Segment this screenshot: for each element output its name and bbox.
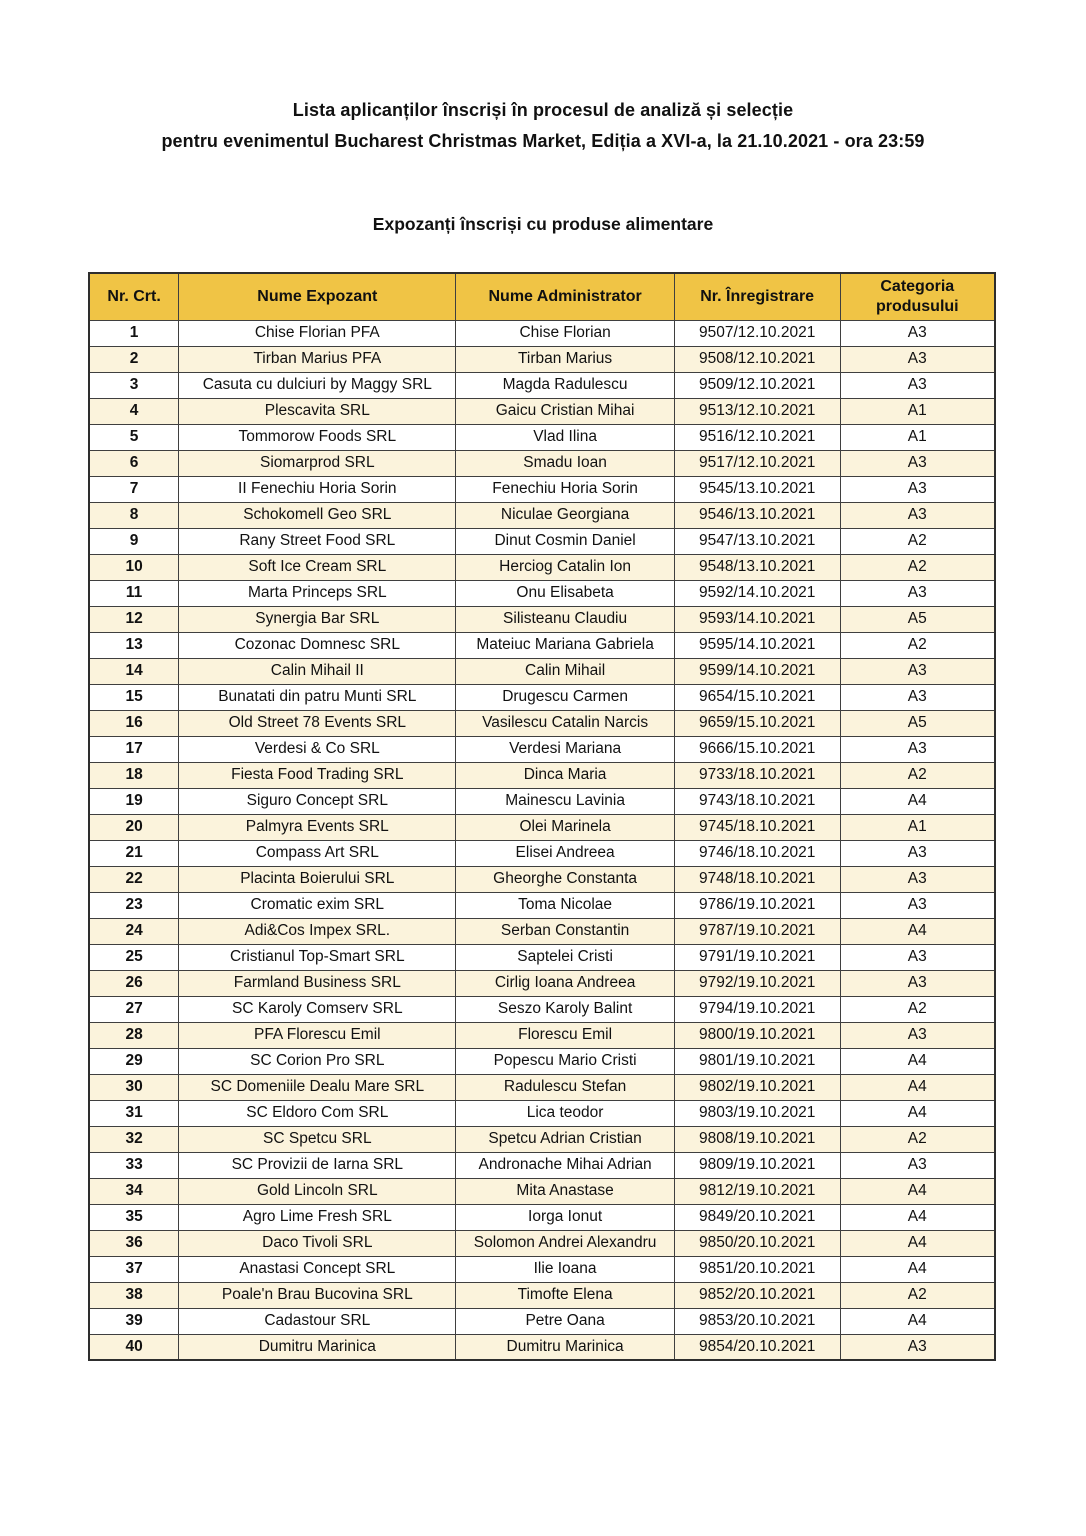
table-cell-col5: A4	[840, 1074, 995, 1100]
table-cell-col3: Silisteanu Claudiu	[456, 606, 674, 632]
table-cell-col5: A4	[840, 1204, 995, 1230]
table-cell-col3: Mainescu Lavinia	[456, 788, 674, 814]
table-cell-col2: SC Corion Pro SRL	[179, 1048, 456, 1074]
table-cell-col3: Magda Radulescu	[456, 372, 674, 398]
table-cell-col5: A3	[840, 450, 995, 476]
table-cell-col4: 9733/18.10.2021	[674, 762, 840, 788]
table-cell-col3: Lica teodor	[456, 1100, 674, 1126]
table-row	[89, 398, 995, 424]
table-row	[89, 372, 995, 398]
table-cell-col4: 9595/14.10.2021	[674, 632, 840, 658]
document-title	[0, 95, 1086, 157]
table-cell-col2: Compass Art SRL	[179, 840, 456, 866]
table-cell-col2: Bunatati din patru Munti SRL	[179, 684, 456, 710]
table-cell-col1: 19	[89, 788, 179, 814]
section-title: Expozanți înscriși cu produse alimentare	[372, 214, 714, 234]
table-cell-col3: Onu Elisabeta	[456, 580, 674, 606]
table-cell-col4: 9548/13.10.2021	[674, 554, 840, 580]
table-row	[89, 1126, 995, 1152]
table-cell-col5: A2	[840, 554, 995, 580]
table-cell-col1: 32	[89, 1126, 179, 1152]
column-header-2: Nume Expozant	[179, 273, 456, 320]
table-row	[89, 1282, 995, 1308]
table-cell-col2: SC Spetcu SRL	[179, 1126, 456, 1152]
table-cell-col1: 40	[89, 1334, 179, 1360]
table-cell-col2: Rany Street Food SRL	[179, 528, 456, 554]
table-cell-col3: Tirban Marius	[456, 346, 674, 372]
table-cell-col3: Herciog Catalin Ion	[456, 554, 674, 580]
table-cell-col4: 9599/14.10.2021	[674, 658, 840, 684]
table-cell-col4: 9547/13.10.2021	[674, 528, 840, 554]
table-cell-col5: A3	[840, 1152, 995, 1178]
table-cell-col3: Vasilescu Catalin Narcis	[456, 710, 674, 736]
table-cell-col5: A2	[840, 996, 995, 1022]
table-cell-col4: 9849/20.10.2021	[674, 1204, 840, 1230]
table-cell-col1: 3	[89, 372, 179, 398]
table-cell-col2: Casuta cu dulciuri by Maggy SRL	[179, 372, 456, 398]
table-row	[89, 684, 995, 710]
document-title-line-1: Lista aplicanților înscriși în procesul de analiză și selecție	[292, 100, 794, 120]
table-cell-col5: A2	[840, 1282, 995, 1308]
table-cell-col1: 2	[89, 346, 179, 372]
table-cell-col2: Anastasi Concept SRL	[179, 1256, 456, 1282]
table-cell-col4: 9593/14.10.2021	[674, 606, 840, 632]
table-cell-col3: Iorga Ionut	[456, 1204, 674, 1230]
table-cell-col4: 9748/18.10.2021	[674, 866, 840, 892]
table-row	[89, 1308, 995, 1334]
table-cell-col2: Marta Princeps SRL	[179, 580, 456, 606]
table-cell-col1: 33	[89, 1152, 179, 1178]
table-cell-col1: 7	[89, 476, 179, 502]
table-cell-col4: 9654/15.10.2021	[674, 684, 840, 710]
table-row	[89, 1152, 995, 1178]
table-cell-col2: Agro Lime Fresh SRL	[179, 1204, 456, 1230]
table-cell-col3: Florescu Emil	[456, 1022, 674, 1048]
table-cell-col5: A1	[840, 814, 995, 840]
table-cell-col3: Seszo Karoly Balint	[456, 996, 674, 1022]
table-cell-col1: 15	[89, 684, 179, 710]
table-cell-col1: 29	[89, 1048, 179, 1074]
table-cell-col1: 17	[89, 736, 179, 762]
table-cell-col4: 9516/12.10.2021	[674, 424, 840, 450]
table-cell-col4: 9794/19.10.2021	[674, 996, 840, 1022]
table-cell-col5: A4	[840, 1100, 995, 1126]
table-row	[89, 970, 995, 996]
table-cell-col5: A3	[840, 1022, 995, 1048]
column-header-1: Nr. Crt.	[89, 273, 179, 320]
table-cell-col1: 4	[89, 398, 179, 424]
table-cell-col2: SC Eldoro Com SRL	[179, 1100, 456, 1126]
table-cell-col4: 9508/12.10.2021	[674, 346, 840, 372]
table-cell-col2: Cozonac Domnesc SRL	[179, 632, 456, 658]
table-row	[89, 710, 995, 736]
table-cell-col2: Tirban Marius PFA	[179, 346, 456, 372]
table-cell-col3: Smadu Ioan	[456, 450, 674, 476]
table-cell-col5: A2	[840, 528, 995, 554]
table-cell-col3: Serban Constantin	[456, 918, 674, 944]
table-cell-col3: Petre Oana	[456, 1308, 674, 1334]
table-row	[89, 814, 995, 840]
table-cell-col4: 9546/13.10.2021	[674, 502, 840, 528]
table-cell-col5: A3	[840, 892, 995, 918]
table-cell-col1: 6	[89, 450, 179, 476]
table-cell-col3: Drugescu Carmen	[456, 684, 674, 710]
table-row	[89, 450, 995, 476]
table-cell-col5: A2	[840, 762, 995, 788]
table-row	[89, 1074, 995, 1100]
table-cell-col5: A3	[840, 502, 995, 528]
table-cell-col3: Saptelei Cristi	[456, 944, 674, 970]
table-cell-col4: 9509/12.10.2021	[674, 372, 840, 398]
table-row	[89, 762, 995, 788]
table-cell-col4: 9743/18.10.2021	[674, 788, 840, 814]
table-cell-col3: Solomon Andrei Alexandru	[456, 1230, 674, 1256]
table-cell-col5: A3	[840, 320, 995, 346]
table-cell-col4: 9659/15.10.2021	[674, 710, 840, 736]
table-cell-col5: A3	[840, 944, 995, 970]
table-row	[89, 424, 995, 450]
table-cell-col5: A3	[840, 372, 995, 398]
table-row	[89, 346, 995, 372]
table-cell-col5: A4	[840, 1048, 995, 1074]
table-cell-col1: 22	[89, 866, 179, 892]
table-cell-col5: A3	[840, 580, 995, 606]
table-cell-col2: Cadastour SRL	[179, 1308, 456, 1334]
table-cell-col2: Farmland Business SRL	[179, 970, 456, 996]
table-cell-col5: A3	[840, 866, 995, 892]
table-cell-col5: A3	[840, 970, 995, 996]
table-cell-col3: Dinut Cosmin Daniel	[456, 528, 674, 554]
table-cell-col2: Siguro Concept SRL	[179, 788, 456, 814]
table-cell-col5: A2	[840, 632, 995, 658]
table-cell-col5: A5	[840, 710, 995, 736]
table-row	[89, 1048, 995, 1074]
table-row	[89, 892, 995, 918]
table-cell-col2: SC Domeniile Dealu Mare SRL	[179, 1074, 456, 1100]
table-cell-col2: Siomarprod SRL	[179, 450, 456, 476]
table-row	[89, 1100, 995, 1126]
table-cell-col2: Poale'n Brau Bucovina SRL	[179, 1282, 456, 1308]
applicants-table	[88, 272, 996, 1361]
table-row	[89, 788, 995, 814]
table-cell-col2: Synergia Bar SRL	[179, 606, 456, 632]
table-cell-col1: 31	[89, 1100, 179, 1126]
table-cell-col3: Mita Anastase	[456, 1178, 674, 1204]
table-cell-col2: Palmyra Events SRL	[179, 814, 456, 840]
table-cell-col5: A4	[840, 1230, 995, 1256]
table-cell-col4: 9513/12.10.2021	[674, 398, 840, 424]
table-cell-col5: A4	[840, 1256, 995, 1282]
table-cell-col1: 16	[89, 710, 179, 736]
table-cell-col3: Calin Mihail	[456, 658, 674, 684]
table-cell-col2: PFA Florescu Emil	[179, 1022, 456, 1048]
table-row	[89, 528, 995, 554]
table-cell-col4: 9666/15.10.2021	[674, 736, 840, 762]
table-cell-col5: A1	[840, 424, 995, 450]
table-cell-col1: 30	[89, 1074, 179, 1100]
table-cell-col1: 27	[89, 996, 179, 1022]
table-row	[89, 632, 995, 658]
table-cell-col5: A4	[840, 1178, 995, 1204]
table-cell-col3: Chise Florian	[456, 320, 674, 346]
table-cell-col1: 37	[89, 1256, 179, 1282]
table-cell-col1: 13	[89, 632, 179, 658]
table-cell-col5: A3	[840, 840, 995, 866]
table-cell-col2: SC Provizii de Iarna SRL	[179, 1152, 456, 1178]
table-cell-col4: 9803/19.10.2021	[674, 1100, 840, 1126]
table-cell-col2: Verdesi & Co SRL	[179, 736, 456, 762]
table-row	[89, 320, 995, 346]
table-cell-col5: A3	[840, 736, 995, 762]
table-row	[89, 476, 995, 502]
table-row	[89, 866, 995, 892]
table-cell-col4: 9791/19.10.2021	[674, 944, 840, 970]
table-cell-col1: 39	[89, 1308, 179, 1334]
table-cell-col3: Verdesi Mariana	[456, 736, 674, 762]
table-cell-col1: 8	[89, 502, 179, 528]
table-cell-col3: Spetcu Adrian Cristian	[456, 1126, 674, 1152]
table-cell-col2: Fiesta Food Trading SRL	[179, 762, 456, 788]
table-cell-col4: 9812/19.10.2021	[674, 1178, 840, 1204]
table-cell-col3: Elisei Andreea	[456, 840, 674, 866]
table-cell-col2: Cristianul Top-Smart SRL	[179, 944, 456, 970]
table-row	[89, 840, 995, 866]
table-cell-col4: 9852/20.10.2021	[674, 1282, 840, 1308]
table-row	[89, 1178, 995, 1204]
column-header-5: Categoria produsului	[840, 273, 995, 320]
table-cell-col1: 5	[89, 424, 179, 450]
table-cell-col1: 26	[89, 970, 179, 996]
table-cell-col2: Adi&Cos Impex SRL.	[179, 918, 456, 944]
table-cell-col2: Schokomell Geo SRL	[179, 502, 456, 528]
table-row	[89, 944, 995, 970]
table-cell-col2: Placinta Boierului SRL	[179, 866, 456, 892]
table-cell-col3: Radulescu Stefan	[456, 1074, 674, 1100]
table-cell-col5: A2	[840, 1126, 995, 1152]
table-cell-col4: 9800/19.10.2021	[674, 1022, 840, 1048]
table-row	[89, 736, 995, 762]
table-cell-col1: 18	[89, 762, 179, 788]
table-cell-col4: 9801/19.10.2021	[674, 1048, 840, 1074]
table-cell-col5: A4	[840, 918, 995, 944]
table-row	[89, 1334, 995, 1360]
table-cell-col4: 9517/12.10.2021	[674, 450, 840, 476]
table-row	[89, 606, 995, 632]
table-cell-col5: A4	[840, 788, 995, 814]
column-header-4: Nr. Înregistrare	[674, 273, 840, 320]
table-header-row	[89, 273, 995, 320]
table-cell-col3: Timofte Elena	[456, 1282, 674, 1308]
table-cell-col2: Old Street 78 Events SRL	[179, 710, 456, 736]
table-cell-col4: 9745/18.10.2021	[674, 814, 840, 840]
table-cell-col5: A3	[840, 658, 995, 684]
table-cell-col4: 9787/19.10.2021	[674, 918, 840, 944]
table-cell-col4: 9808/19.10.2021	[674, 1126, 840, 1152]
table-cell-col4: 9809/19.10.2021	[674, 1152, 840, 1178]
table-row	[89, 1256, 995, 1282]
table-cell-col1: 28	[89, 1022, 179, 1048]
table-cell-col3: Cirlig Ioana Andreea	[456, 970, 674, 996]
table-cell-col1: 36	[89, 1230, 179, 1256]
table-cell-col1: 20	[89, 814, 179, 840]
table-cell-col1: 21	[89, 840, 179, 866]
table-row	[89, 658, 995, 684]
table-cell-col4: 9851/20.10.2021	[674, 1256, 840, 1282]
table-cell-col5: A4	[840, 1308, 995, 1334]
table-cell-col4: 9545/13.10.2021	[674, 476, 840, 502]
table-row	[89, 580, 995, 606]
table-cell-col2: II Fenechiu Horia Sorin	[179, 476, 456, 502]
table-cell-col4: 9507/12.10.2021	[674, 320, 840, 346]
column-header-3: Nume Administrator	[456, 273, 674, 320]
table-cell-col3: Vlad Ilina	[456, 424, 674, 450]
table-cell-col3: Andronache Mihai Adrian	[456, 1152, 674, 1178]
table-row	[89, 554, 995, 580]
table-cell-col1: 10	[89, 554, 179, 580]
table-cell-col3: Gaicu Cristian Mihai	[456, 398, 674, 424]
table-cell-col5: A3	[840, 346, 995, 372]
document-title-line-2: pentru evenimentul Bucharest Christmas Market, Ediția a XVI-a, la 21.10.2021 - ora 23:59	[161, 131, 925, 151]
table-cell-col2: Tommorow Foods SRL	[179, 424, 456, 450]
table-cell-col4: 9802/19.10.2021	[674, 1074, 840, 1100]
table-row	[89, 996, 995, 1022]
table-cell-col2: Dumitru Marinica	[179, 1334, 456, 1360]
table-cell-col4: 9792/19.10.2021	[674, 970, 840, 996]
table-cell-col4: 9592/14.10.2021	[674, 580, 840, 606]
table-cell-col4: 9786/19.10.2021	[674, 892, 840, 918]
table-cell-col2: SC Karoly Comserv SRL	[179, 996, 456, 1022]
table-cell-col1: 24	[89, 918, 179, 944]
table-cell-col3: Ilie Ioana	[456, 1256, 674, 1282]
table-cell-col5: A3	[840, 476, 995, 502]
table-cell-col1: 9	[89, 528, 179, 554]
table-cell-col3: Dinca Maria	[456, 762, 674, 788]
table-row	[89, 502, 995, 528]
table-cell-col3: Popescu Mario Cristi	[456, 1048, 674, 1074]
table-cell-col1: 23	[89, 892, 179, 918]
table-cell-col1: 34	[89, 1178, 179, 1204]
table-cell-col1: 14	[89, 658, 179, 684]
table-cell-col5: A3	[840, 684, 995, 710]
table-cell-col3: Gheorghe Constanta	[456, 866, 674, 892]
table-row	[89, 1230, 995, 1256]
table-cell-col5: A5	[840, 606, 995, 632]
table-cell-col3: Fenechiu Horia Sorin	[456, 476, 674, 502]
table-row	[89, 918, 995, 944]
table-cell-col4: 9853/20.10.2021	[674, 1308, 840, 1334]
table-cell-col4: 9850/20.10.2021	[674, 1230, 840, 1256]
table-cell-col2: Chise Florian PFA	[179, 320, 456, 346]
table-cell-col1: 38	[89, 1282, 179, 1308]
table-cell-col3: Niculae Georgiana	[456, 502, 674, 528]
table-cell-col1: 35	[89, 1204, 179, 1230]
table-cell-col1: 25	[89, 944, 179, 970]
table-cell-col4: 9746/18.10.2021	[674, 840, 840, 866]
table-cell-col2: Daco Tivoli SRL	[179, 1230, 456, 1256]
table-cell-col3: Olei Marinela	[456, 814, 674, 840]
table-row	[89, 1022, 995, 1048]
table-cell-col1: 1	[89, 320, 179, 346]
table-cell-col5: A3	[840, 1334, 995, 1360]
table-cell-col3: Toma Nicolae	[456, 892, 674, 918]
table-cell-col2: Soft Ice Cream SRL	[179, 554, 456, 580]
table-cell-col1: 12	[89, 606, 179, 632]
table-row	[89, 1204, 995, 1230]
table-cell-col2: Gold Lincoln SRL	[179, 1178, 456, 1204]
table-cell-col2: Plescavita SRL	[179, 398, 456, 424]
table-cell-col1: 11	[89, 580, 179, 606]
table-cell-col2: Calin Mihail II	[179, 658, 456, 684]
table-cell-col3: Dumitru Marinica	[456, 1334, 674, 1360]
table-cell-col5: A1	[840, 398, 995, 424]
table-cell-col3: Mateiuc Mariana Gabriela	[456, 632, 674, 658]
table-cell-col2: Cromatic exim SRL	[179, 892, 456, 918]
table-cell-col4: 9854/20.10.2021	[674, 1334, 840, 1360]
